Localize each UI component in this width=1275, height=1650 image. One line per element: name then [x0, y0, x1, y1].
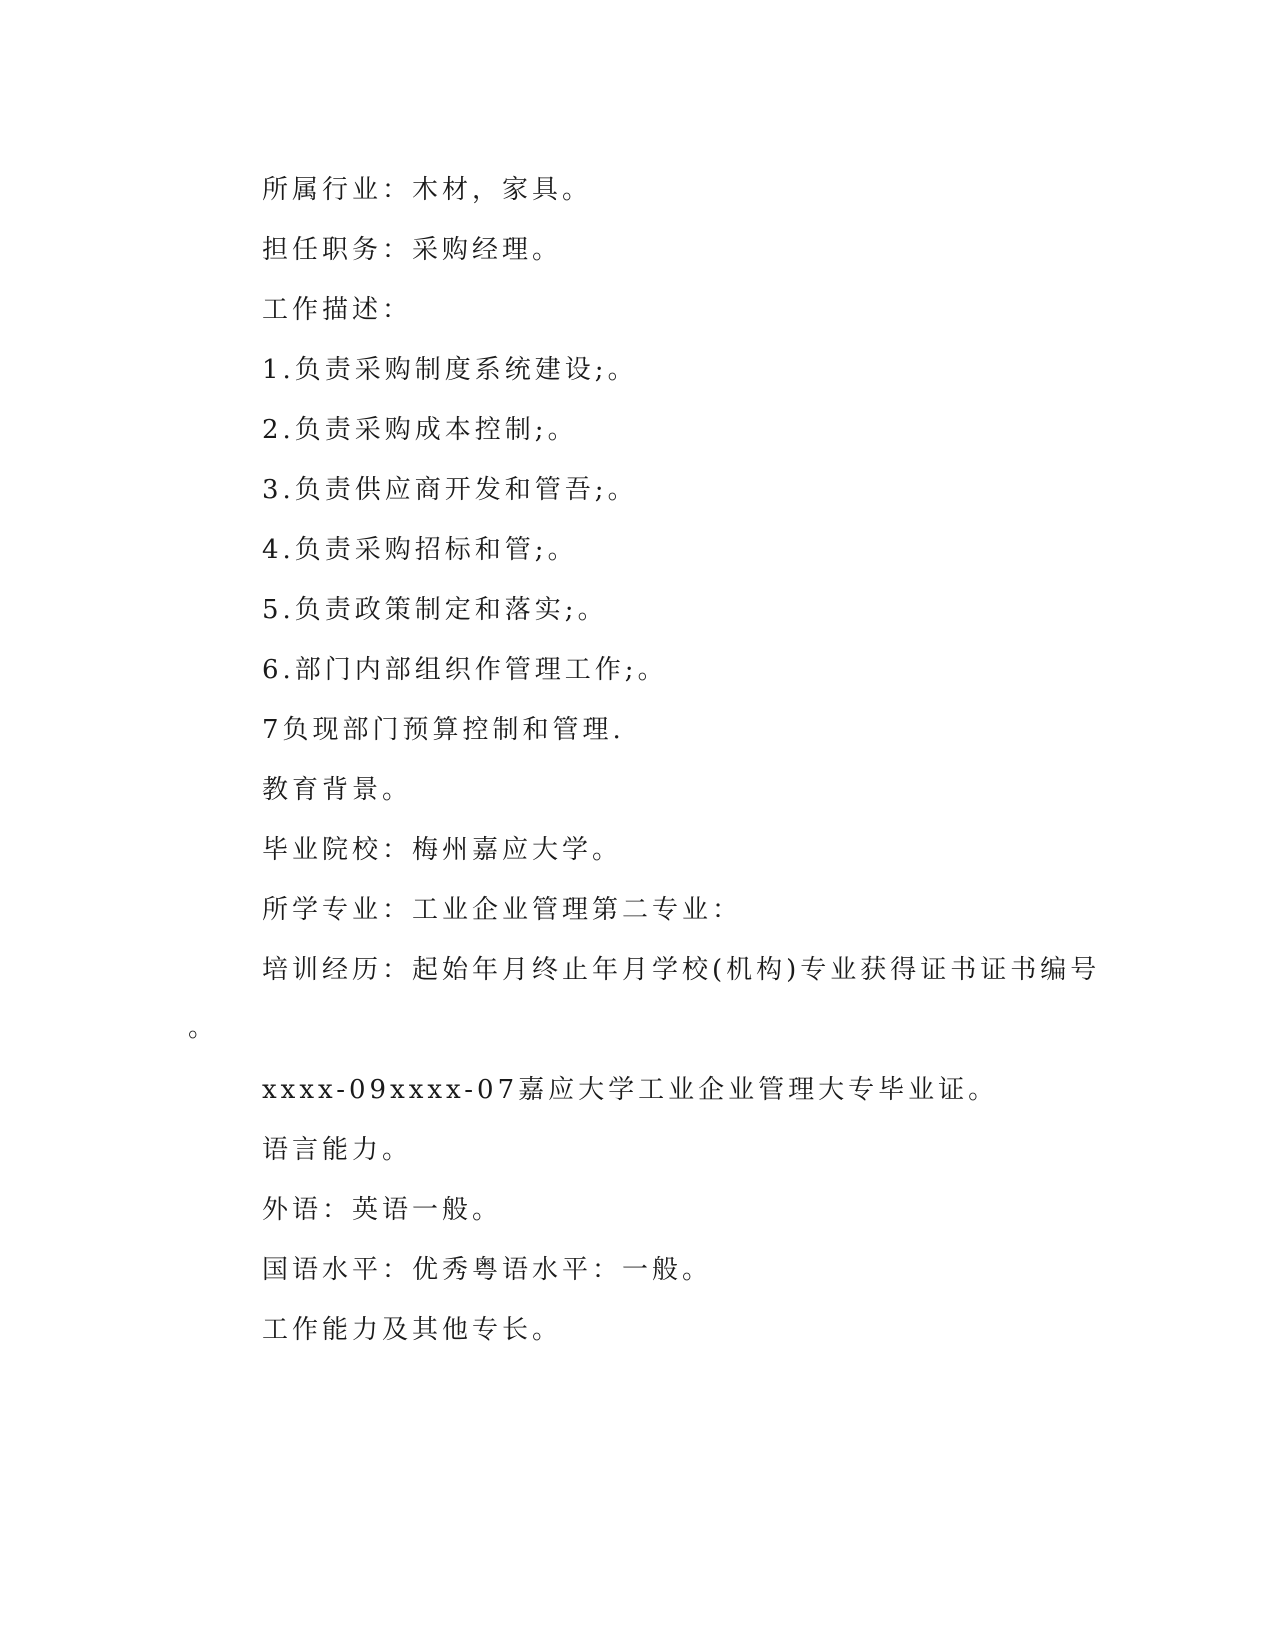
- major-line: 所学专业：工业企业管理第二专业：: [262, 895, 743, 925]
- foreign-language-line: 外语：英语一般。: [262, 1195, 503, 1225]
- duty-item-7: 7负现部门预算控制和管理.: [262, 715, 625, 745]
- industry-line: 所属行业：木材，家具。: [262, 175, 593, 205]
- training-line: 培训经历：起始年月终止年月学校(机构)专业获得证书证书编号: [262, 955, 1101, 985]
- duty-item-4: 4.负责采购招标和管;。: [262, 535, 578, 565]
- duty-item-2: 2.负责采购成本控制;。: [262, 415, 578, 445]
- job-description-heading: 工作描述：: [262, 295, 413, 325]
- education-heading: 教育背景。: [262, 775, 413, 805]
- duty-item-5: 5.负责政策制定和落实;。: [262, 595, 608, 625]
- school-line: 毕业院校：梅州嘉应大学。: [262, 835, 623, 865]
- position-line: 担任职务：采购经理。: [262, 235, 563, 265]
- training-record-line: xxxx-09xxxx-07嘉应大学工业企业管理大专毕业证。: [262, 1075, 999, 1105]
- skills-heading: 工作能力及其他专长。: [262, 1315, 563, 1345]
- training-line-tail: 。: [188, 1013, 215, 1043]
- duty-item-6: 6.部门内部组织作管理工作;。: [262, 655, 668, 685]
- dialect-line: 国语水平：优秀粤语水平：一般。: [262, 1255, 713, 1285]
- language-heading: 语言能力。: [262, 1135, 413, 1165]
- duty-item-1: 1.负责采购制度系统建设;。: [262, 355, 638, 385]
- duty-item-3: 3.负责供应商开发和管吾;。: [262, 475, 638, 505]
